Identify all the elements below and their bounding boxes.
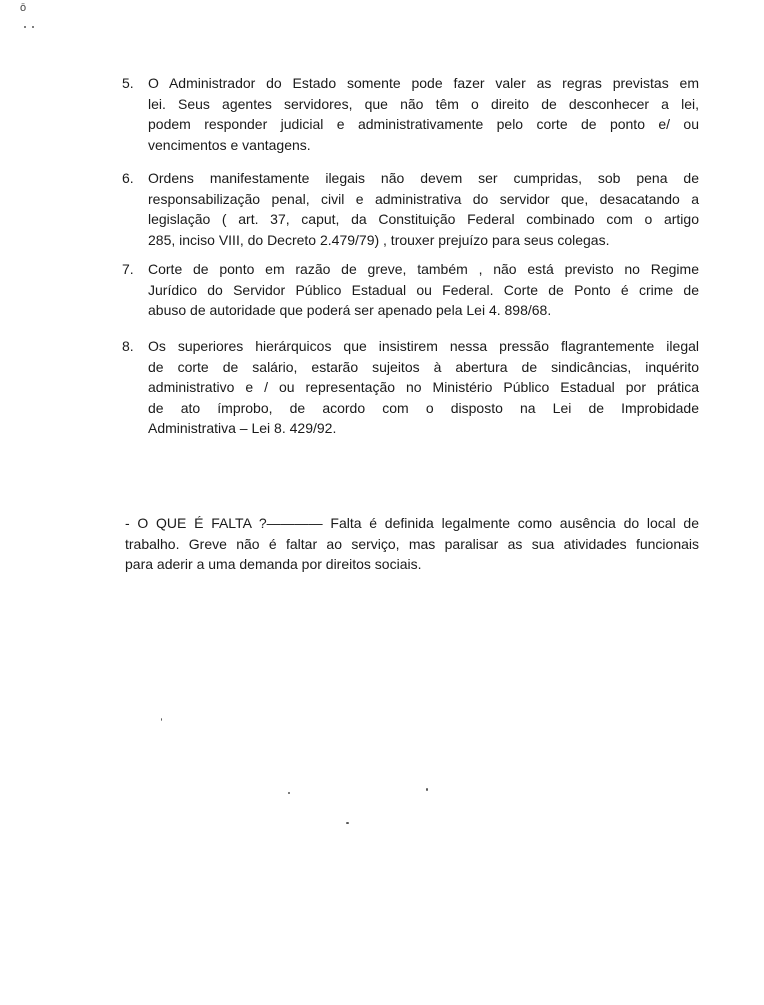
item-line: Os superiores hierárquicos que insistirem nessa pressão flagrantemente ilegal [148,338,699,354]
scan-speck [161,718,162,721]
paragraph-line: trabalho. Greve não é faltar ao serviço, mas paralisar as sua atividades funcionais [125,535,699,552]
item-number: 5. [122,75,134,91]
item-line: lei. Seus agentes servidores, que não têm o direito de desconhecer a lei, [148,95,699,112]
scan-speck [426,788,428,791]
falta-paragraph [125,513,699,575]
item-line: Corte de ponto em razão de greve, também , não está previsto no Regime [148,261,699,277]
list-item-5 [122,73,699,155]
scan-speck [288,792,290,794]
item-line: O Administrador do Estado somente pode fazer valer as regras previstas em [148,75,699,91]
list-item-7 [122,259,699,321]
item-line: administrativo e / ou representação no Ministério Público Estadual por prática [148,379,699,395]
item-line: legislação ( art. 37, caput, da Constituição Federal combinado com o artigo [148,211,699,227]
paragraph-line: - O QUE É FALTA ?———— Falta é definida legalmente como ausência do local de [125,515,699,531]
scan-speck [346,822,349,824]
item-line: de corte de salário, estarão sujeitos à abertura de sindicâncias, inquérito [148,358,699,375]
paragraph-line: para aderir a uma demanda por direitos sociais. [125,556,422,572]
scan-speck [24,26,26,28]
item-line: Ordens manifestamente ilegais não devem ser cumpridas, sob pena de [148,170,699,186]
item-number: 6. [122,170,134,186]
item-number: 8. [122,338,134,354]
corner-mark: ō [20,2,27,14]
item-number: 7. [122,261,134,277]
item-line: Jurídico do Servidor Público Estadual ou Federal. Corte de Ponto é crime de [148,281,699,298]
item-line: vencimentos e vantagens. [148,136,311,153]
item-line: de ato ímprobo, de acordo com o disposto na Lei de Improbidade [148,399,699,416]
item-line: Administrativa – Lei 8. 429/92. [148,420,337,436]
item-line: 285, inciso VIII, do Decreto 2.479/79) , trouxer prejuízo para seus colegas. [148,231,610,248]
item-line: podem responder judicial e administrativamente pelo corte de ponto e/ ou [148,116,699,132]
list-item-8 [122,336,699,439]
item-line: abuso de autoridade que poderá ser apenado pela Lei 4. 898/68. [148,302,552,318]
scan-speck [32,26,34,28]
item-line: responsabilização penal, civil e administrativa do servidor que, desacatando a [148,190,699,207]
list-item-6 [122,168,699,250]
